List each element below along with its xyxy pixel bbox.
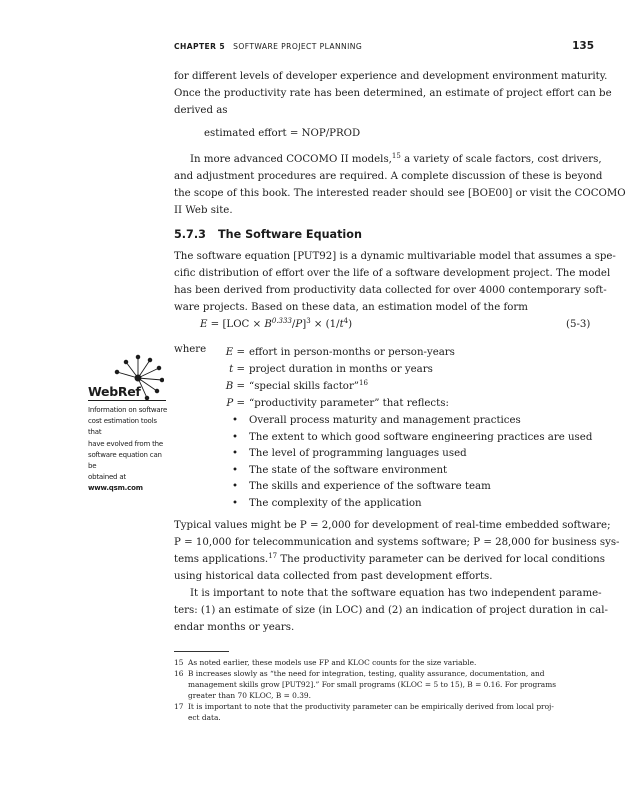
footnote-16-cont: greater than 70 KLOC, B = 0.39. (188, 691, 311, 700)
paragraph-line: P = 10,000 for telecommunication and systems software; P = 28,000 for business sys- (174, 537, 620, 548)
list-item: • Overall process maturity and management practices (232, 413, 592, 430)
paragraph-line: endar months or years. (174, 622, 295, 633)
page-number: 135 (572, 40, 594, 52)
list-item: • The complexity of the application (232, 496, 592, 513)
list-item: • The extent to which good software engineering practices are used (232, 430, 592, 447)
definition-list (215, 344, 455, 412)
paragraph-line: tems applications.$^{17}$ The productivity parameter can be derived for local conditions (174, 552, 605, 565)
webref-url: www.qsm.com (88, 484, 143, 493)
definition-item: E = effort in person-months or person-years (225, 347, 455, 358)
paragraph-line: The software equation [PUT92] is a dynamic multivariable model that assumes a spe- (174, 251, 616, 262)
section-heading: 5.7.3 The Software Equation (174, 228, 362, 241)
software-equation: $E = [LOC \times B^{0.333}/P]^3 \times (1/t^4)$ (200, 317, 353, 330)
paragraph-line: and adjustment procedures are required. A complete discussion of these is beyond (174, 171, 603, 182)
footnote-15: 15 As noted earlier, these models use FP and KLOC counts for the size variable. (174, 658, 477, 667)
paragraph-line: has been derived from productivity data collected for over 4000 contemporary soft- (174, 285, 607, 296)
list-item: • The skills and experience of the software team (232, 479, 592, 496)
productivity-factors-list (232, 413, 592, 513)
paragraph-line: using historical data collected from past development efforts. (174, 571, 493, 582)
paragraph-line: ware projects. Based on these data, an estimation model of the form (174, 302, 528, 313)
list-item: • The level of programming languages used (232, 446, 592, 463)
definition-item: P = “productivity parameter” that reflects: (226, 398, 449, 409)
footnote-ref-15: 15 (391, 152, 401, 160)
chapter-label: CHAPTER 5 SOFTWARE PROJECT PLANNING (174, 42, 363, 51)
paragraph-line: II Web site. (174, 205, 233, 216)
footnote-ref-17: 17 (268, 552, 278, 560)
running-header (174, 42, 594, 54)
footnote-16: 16 B increases slowly as “the need for integration, testing, quality assurance, documentation, and (174, 669, 545, 678)
list-item: • The state of the software environment (232, 463, 592, 480)
footnote-divider (174, 651, 229, 652)
webref-text: Information on software cost estimation tools that have evolved from the software equation can be obtained at www.qsm.com (88, 405, 168, 495)
paragraph-line: Typical values might be P = 2,000 for development of real-time embedded software; (174, 520, 611, 531)
paragraph-line: Once the productivity rate has been determined, an estimate of project effort can be (174, 88, 612, 99)
paragraph-line: cific distribution of effort over the life of a software development project. The model (174, 268, 611, 279)
paragraph-line: It is important to note that the software equation has two independent parame- (190, 588, 602, 599)
paragraph-line: the scope of this book. The interested reader should see [BOE00] or visit the COCOMO (174, 188, 626, 199)
footnote-17: 17 It is important to note that the productivity parameter can be empirically derived from local proj- (174, 702, 554, 711)
definition-item: B = “special skills factor”$^{16}$ (225, 379, 368, 392)
footnote-16-cont: management skills grow [PUT92].” For small programs (KLOC = 5 to 15), B = 0.16. For programs (188, 680, 557, 689)
effort-formula: estimated effort = NOP/PROD (204, 128, 361, 139)
where-label: where (174, 344, 207, 355)
footnote-17-cont: ect data. (188, 713, 221, 722)
footnote-ref-16: 16 (359, 379, 368, 387)
paragraph-line: In more advanced COCOMO II models,$^{15}$ a variety of scale factors, cost drivers, (190, 152, 602, 165)
paragraph-line: for different levels of developer experience and development environment maturity. (174, 71, 608, 82)
equation-number: (5-3) (566, 319, 591, 330)
paragraph-line: ters: (1) an estimate of size (in LOC) and (2) an indication of project duration in cal- (174, 605, 608, 616)
divider (88, 400, 166, 401)
webref-title: WebRef (88, 384, 141, 399)
definition-item: t = project duration in months or years (229, 364, 433, 375)
paragraph-line: derived as (174, 105, 228, 116)
